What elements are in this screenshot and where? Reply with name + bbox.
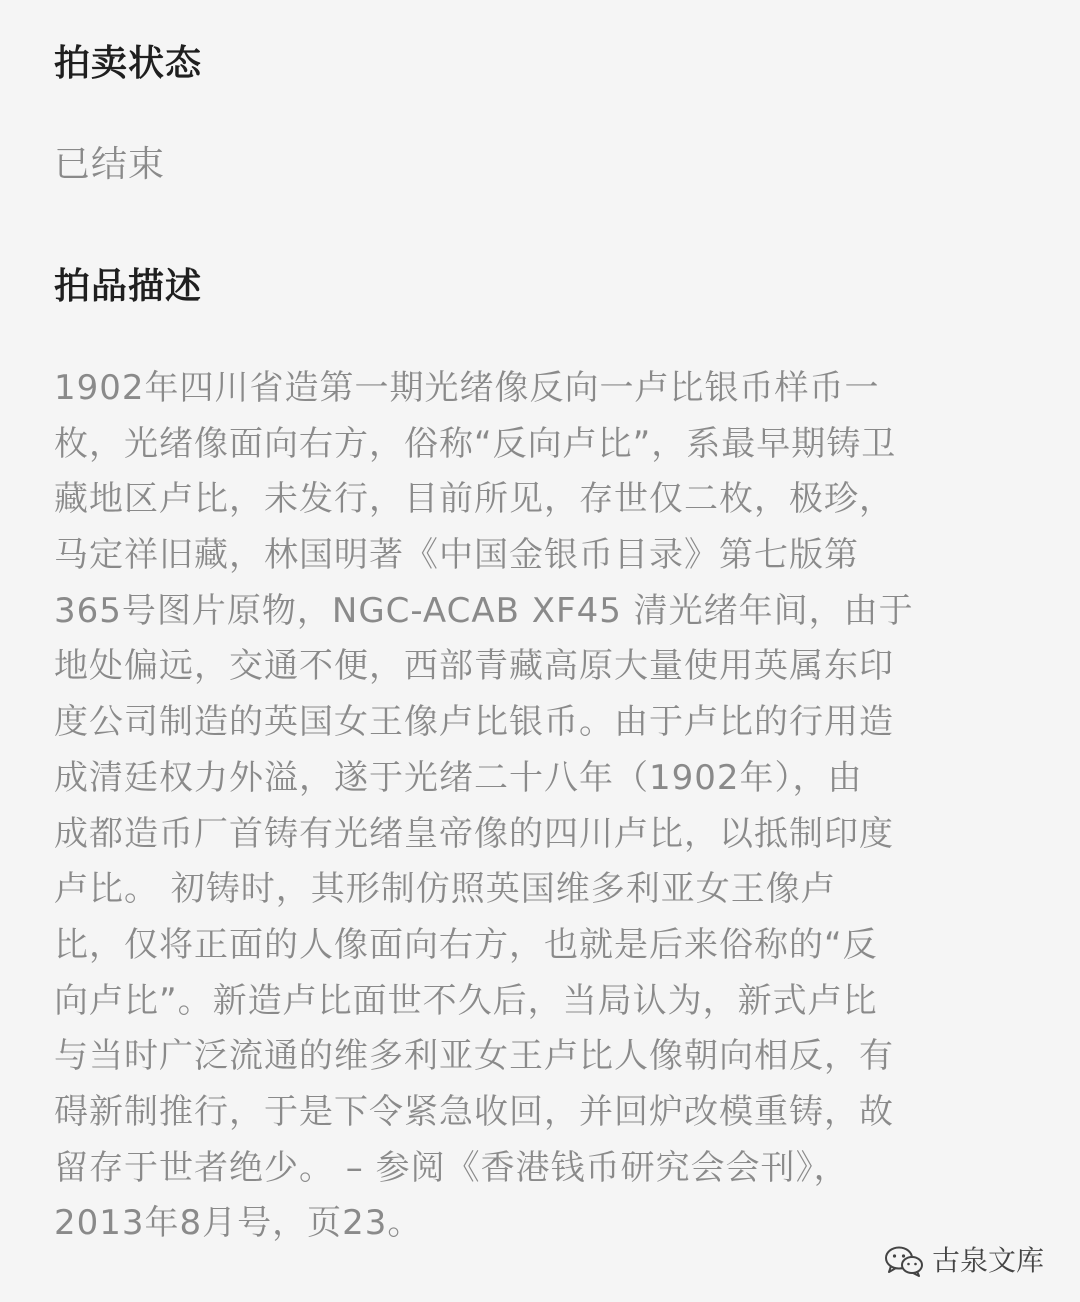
description-line: 成清廷权力外溢，遂于光绪二十八年（1902年），由 [54, 757, 863, 798]
description-line: 向卢比”。新造卢比面世不久后，当局认为，新式卢比 [54, 980, 878, 1021]
description-line: 枚，光绪像面向右方，俗称“反向卢比”，系最早期铸卫 [54, 423, 897, 464]
description-line: 马定祥旧藏，林国明著《中国金银币目录》第七版第 [54, 535, 859, 576]
description-line: 比，仅将正面的人像面向右方，也就是后来俗称的“反 [54, 924, 878, 965]
description-line: 与当时广泛流通的维多利亚女王卢比人像朝向相反，有 [54, 1036, 894, 1077]
auction-status-heading: 拍卖状态 [54, 43, 203, 84]
description-line: 藏地区卢比，未发行，目前所见，存世仅二枚，极珍， [54, 479, 894, 520]
description-line: 365号图片原物，NGC-ACAB XF45 清光绪年间，由于 [54, 590, 914, 631]
description-line: 留存于世者绝少。 – 参阅《香港钱币研究会会刊》， [54, 1147, 849, 1188]
auction-status-value: 已结束 [54, 144, 166, 185]
source-watermark [884, 1244, 1044, 1278]
lot-description-heading: 拍品描述 [54, 266, 203, 307]
description-line: 度公司制造的英国女王像卢比银币。由于卢比的行用造 [54, 702, 894, 743]
description-line: 成都造币厂首铸有光绪皇帝像的四川卢比，以抵制印度 [54, 813, 894, 854]
description-line: 卢比。 初铸时，其形制仿照英国维多利亚女王像卢 [54, 869, 836, 910]
watermark-label: 古泉文库 [931, 1244, 1044, 1277]
lot-description-text [54, 361, 1054, 1252]
description-line: 碍新制推行，于是下令紧急收回，并回炉改模重铸，故 [54, 1091, 894, 1132]
description-line: 1902年四川省造第一期光绪像反向一卢比银币样币一 [54, 368, 880, 408]
wechat-icon [884, 1245, 924, 1277]
description-line: 2013年8月号，页23。 [54, 1203, 423, 1244]
description-line: 地处偏远，交通不便，西部青藏高原大量使用英属东印 [54, 646, 894, 687]
